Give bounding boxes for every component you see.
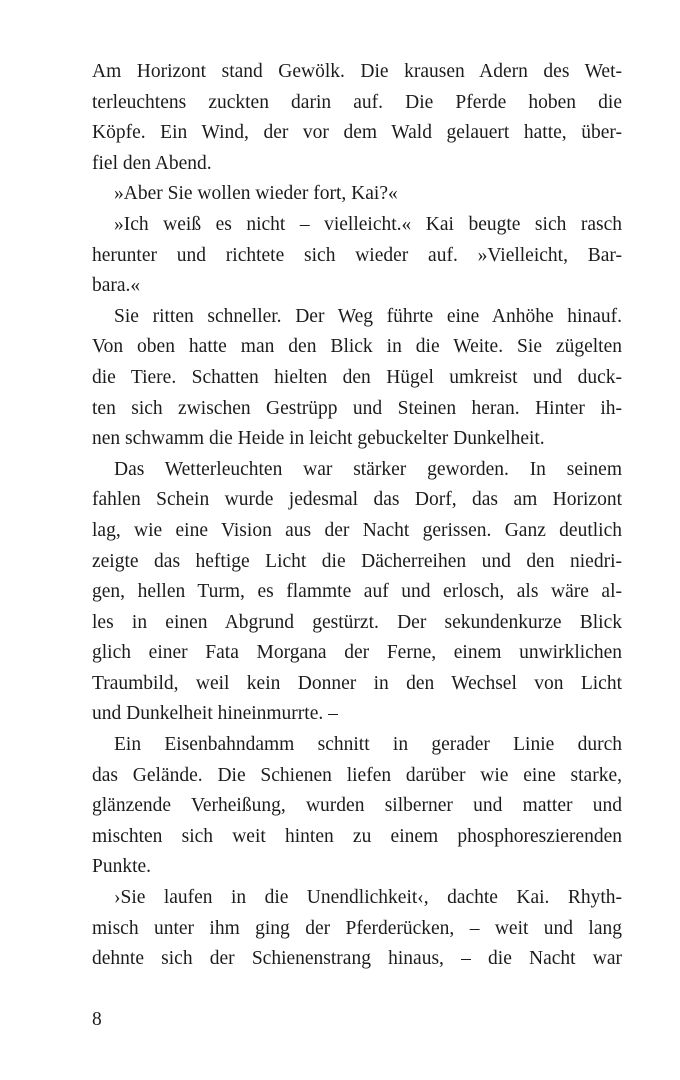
text-line: herunter und richtete sich wieder auf. »Vielleicht, Bar- — [92, 244, 622, 266]
text-line: glänzende Verheißung, wurden silberner und matter und — [92, 795, 622, 817]
text-line: glich einer Fata Morgana der Ferne, einem unwirklichen — [92, 642, 622, 664]
text-line: Am Horizont stand Gewölk. Die krausen Adern des Wet- — [92, 61, 622, 82]
text-line: misch unter ihm ging der Pferderücken, – weit und lang — [92, 917, 622, 939]
text-line: ›Sie laufen in die Unendlichkeit‹, dachte Kai. Rhyth- — [114, 887, 622, 909]
text-line: fiel den Abend. — [92, 152, 212, 174]
text-line: gen, hellen Turm, es flammte auf und erlosch, als wäre al- — [92, 581, 622, 603]
text-line: bara.« — [92, 275, 141, 297]
text-line: Das Wetterleuchten war stärker geworden. In seinem — [114, 458, 622, 480]
text-line: »Ich weiß es nicht – vielleicht.« Kai beugte sich rasch — [114, 213, 622, 235]
text-line: les in einen Abgrund gestürzt. Der sekundenkurze Blick — [92, 611, 622, 633]
text-line: das Gelände. Die Schienen liefen darüber wie eine starke, — [92, 764, 622, 786]
text-line: Ein Eisenbahndamm schnitt in gerader Linie durch — [114, 734, 622, 756]
text-line: lag, wie eine Vision aus der Nacht gerissen. Ganz deutlich — [92, 519, 622, 541]
text-line: Sie ritten schneller. Der Weg führte eine Anhöhe hinauf. — [114, 305, 622, 327]
page-number: 8 — [92, 1009, 102, 1030]
text-line: mischten sich weit hinten zu einem phosphoreszierenden — [92, 825, 622, 847]
text-line: zeigte das heftige Licht die Dächerreihen und den niedri- — [92, 550, 622, 572]
text-line: die Tiere. Schatten hielten den Hügel umkreist und duck- — [92, 366, 622, 388]
text-line: Punkte. — [92, 856, 152, 878]
text-line: nen schwamm die Heide in leicht gebuckelter Dunkelheit. — [92, 428, 545, 450]
text-line: terleuchtens zuckten darin auf. Die Pferde hoben die — [92, 91, 622, 113]
text-line: ten sich zwischen Gestrüpp und Steinen heran. Hinter ih- — [92, 397, 622, 419]
text-line: Köpfe. Ein Wind, der vor dem Wald gelauert hatte, über- — [92, 122, 622, 144]
text-line: fahlen Schein wurde jedesmal das Dorf, das am Horizont — [92, 489, 622, 511]
body-text — [92, 57, 622, 975]
text-line: Traumbild, weil kein Donner in den Wechsel von Licht — [92, 672, 622, 694]
text-line: und Dunkelheit hineinmurrte. – — [92, 703, 338, 725]
text-line: »Aber Sie wollen wieder fort, Kai?« — [114, 183, 398, 205]
text-line: Von oben hatte man den Blick in die Weite. Sie zügelten — [92, 336, 622, 358]
text-line: dehnte sich der Schienenstrang hinaus, – die Nacht war — [92, 948, 622, 970]
